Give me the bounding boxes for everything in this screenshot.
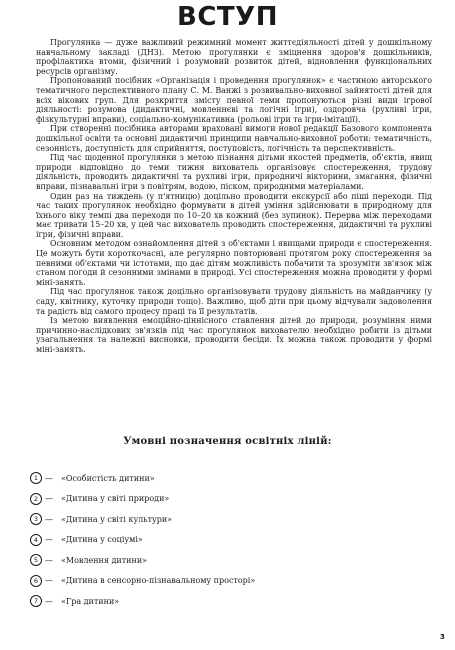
number-circle-icon: 3 [30, 513, 42, 525]
number-circle-icon: 4 [30, 534, 42, 546]
paragraph: Під час щоденної прогулянки з метою пізнання дітьми якостей предметів, об'єктів, явищ природи відповідно до теми тижня вихователь організовує спостереження, трудову діяльність, проводить дидактичні та рухливі ігри, природничі вікторини, змагання, фізичні вправи, пізнавальні ігри з повітрям, водою, піском, природними матеріалами. [36, 153, 432, 191]
legend-label: «Гра дитини» [61, 596, 120, 606]
legend-dash: — [45, 514, 53, 524]
legend-dash: — [45, 576, 53, 586]
paragraph: Із метою виявлення емоційно-ціннісного ставлення дітей до природи, розуміння ними причинно-наслідкових зв'язків під час прогулянок вихователю необхідно робити із дітьми узагальнення та належні висновки, проводити бесіди. Їх можна також проводити у формі міні-занять. [36, 316, 432, 354]
paragraph: Прогулянка — дуже важливий режимний момент життєдіяльності дітей у дошкільному навчальному закладі (ДНЗ). Метою прогулянки є зміцнення здоров'я дошкільників, профілактика втоми, фізичний і розумовий розвиток дітей, відновлення функціональних ресурсів організму. [36, 38, 432, 76]
number-circle-icon: 7 [30, 595, 42, 607]
legend-item [30, 591, 330, 612]
legend-item [30, 509, 330, 530]
legend-item [30, 530, 330, 551]
legend-label: «Дитина у світі культури» [61, 514, 173, 524]
intro-text [36, 38, 432, 355]
legend-label: «Мовлення дитини» [61, 555, 148, 565]
number-circle-icon: 6 [30, 575, 42, 587]
legend-item [30, 550, 330, 571]
number-circle-icon: 5 [30, 554, 42, 566]
legend-item [30, 571, 330, 592]
legend-item [30, 468, 330, 489]
paragraph: Пропонований посібник «Організація і проведення прогулянок» є частиною авторського тематичного перспективного плану С. М. Ванжі з розвивально-виховної зайнятості дітей для всіх вікових груп. Для розкриття змісту певної теми пропонуються різні види ігрової діяльності: розумова (дидактичні, мовленнєві та логічні ігри), оздоровча (рухливі ігри, фізкультурні вправи), соціально-комунікативна (рольові ігри та ігри-імітації). [36, 76, 432, 124]
legend-title: Умовні позначення освітніх ліній: [123, 436, 332, 447]
legend-label: «Дитина у світі природи» [61, 494, 170, 504]
paragraph: Один раз на тиждень (у п'ятницю) доцільно проводити екскурсії або піші переходи. Під час таких прогулянок необхідно формувати в дітей уміння здійснювати в природному для їхнього віку темпі два переходи по 10–20 хв кожний (без зупинок). Перерва між переходами має тривати 15–20 хв, у цей час вихователь проводить спостереження, дидактичні та рухливі ігри, фізичні вправи. [36, 191, 432, 239]
paragraph: При створенні посібника авторами враховані вимоги нової редакції Базового компонента дошкільної освіти та основні дидактичні принципи навчально-виховної роботи: тематичність, сезонність, доступність для сприйняття, поступовість, логічність та перспективність. [36, 124, 432, 153]
legend-label: «Дитина у соціумі» [61, 535, 143, 545]
legend-dash: — [45, 555, 53, 565]
legend-dash: — [45, 596, 53, 606]
legend-dash: — [45, 535, 53, 545]
education-lines-legend [30, 468, 330, 612]
legend-item [30, 489, 330, 510]
legend-label: «Дитина в сенсорно-пізнавальному просторі» [61, 576, 256, 586]
paragraph: Основним методом ознайомлення дітей з об'єктами і явищами природи є спостереження. Це можуть бути короткочасні, але регулярно повторювані протягом року спостереження за певними об'єктами чи істотами, що дає дітям можливість побачити та зрозуміти зв'язок між станом погоди й сезонними змінами в природі. Усі спостереження можна проводити у формі міні-занять. [36, 239, 432, 287]
legend-dash: — [45, 494, 53, 504]
legend-label: «Особистість дитини» [61, 473, 155, 483]
page-title: ВСТУП [177, 2, 278, 32]
page-number: 3 [440, 633, 445, 641]
number-circle-icon: 2 [30, 493, 42, 505]
number-circle-icon: 1 [30, 472, 42, 484]
paragraph: Під час прогулянок також доцільно організовувати трудову діяльність на майданчику (у саду, квітнику, куточку природи тощо). Важливо, щоб діти при цьому відчували задоволення та радість від самого процесу праці та її результатів. [36, 287, 432, 316]
legend-dash: — [45, 473, 53, 483]
